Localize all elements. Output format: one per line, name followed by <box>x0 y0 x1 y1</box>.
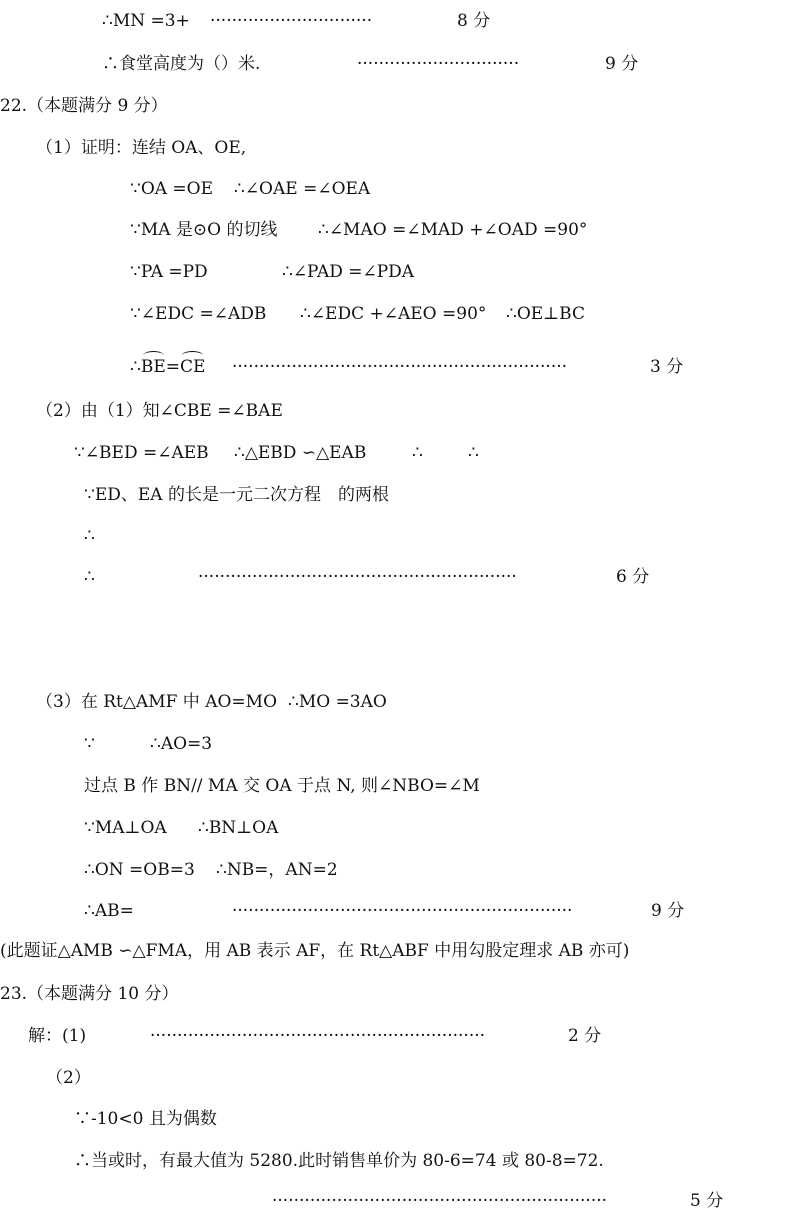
step-angle-mao: ∴∠MAO =∠MAD +∠OAD =90° <box>318 220 588 240</box>
step-ma-perp-oa: ∵MA⊥OA <box>84 818 167 838</box>
score-9: 9 分 <box>651 901 685 921</box>
step-draw-bn: 过点 B 作 BN// MA 交 OA 于点 N, 则∠NBO=∠M <box>84 776 480 796</box>
part-2-heading: （2）由（1）知∠CBE =∠BAE <box>36 401 283 421</box>
score-dots: ······························ <box>357 54 520 74</box>
question-23-heading: 23.（本题满分 10 分） <box>0 984 179 1004</box>
line-canteen-height: ∴食堂高度为（）米. <box>102 54 261 74</box>
score-6: 6 分 <box>616 567 650 587</box>
score-dots: ······························ <box>210 11 373 31</box>
alternative-note: (此题证△AMB ∽△FMA，用 AB 表示 AF，在 Rt△ABF 中用勾股定理求 AB 亦可) <box>0 941 630 961</box>
step-nb-an: ∴NB=，AN=2 <box>216 860 338 880</box>
equals-sign: = <box>165 357 180 377</box>
step-therefore: ∴ <box>84 526 95 546</box>
step-therefore: ∴ <box>412 443 423 463</box>
step-ab: ∴AB= <box>84 901 134 921</box>
step-therefore: ∴ <box>84 567 95 587</box>
score-8: 8 分 <box>457 11 491 31</box>
arc-be: BE <box>140 357 166 377</box>
question-22-heading: 22.（本题满分 9 分） <box>0 96 168 116</box>
score-3: 3 分 <box>650 357 684 377</box>
therefore-symbol: ∴ <box>130 357 141 377</box>
step-angle-oae: ∴∠OAE =∠OEA <box>234 179 371 199</box>
score-dots: ······························································ <box>232 357 568 377</box>
step-max-value: ∴当或时，有最大值为 5280.此时销售单价为 80-6=74 或 80-8=72. <box>74 1151 604 1171</box>
step-arc-equal <box>130 356 205 378</box>
part-1-proof: （1）证明：连结 OA、OE, <box>36 138 247 158</box>
step-tangent: ∵MA 是⊙O 的切线 <box>130 220 278 240</box>
step-oa-oe: ∵OA =OE <box>130 179 214 199</box>
step-perpendicular: ∴OE⊥BC <box>506 304 585 324</box>
step-angle-sum: ∴∠EDC +∠AEO =90° <box>300 304 487 324</box>
part-3-heading: （3）在 Rt△AMF 中 AO=MO <box>36 692 278 712</box>
step-pa-pd: ∵PA =PD <box>130 262 208 282</box>
score-5: 5 分 <box>690 1191 724 1211</box>
step-quadratic-roots: ∵ED、EA 的长是一元二次方程 的两根 <box>84 485 389 505</box>
step-angle-edc: ∵∠EDC =∠ADB <box>130 304 267 324</box>
score-dots: ······························································ <box>272 1191 608 1211</box>
step-mo-3ao: ∴MO =3AO <box>288 692 387 712</box>
solution-part-2: （2） <box>46 1068 91 1088</box>
step-angle-pad: ∴∠PAD =∠PDA <box>282 262 415 282</box>
step-bn-perp-oa: ∴BN⊥OA <box>198 818 279 838</box>
step-because: ∵ <box>84 734 95 754</box>
step-negative-even: ∵-10<0 且为偶数 <box>74 1109 217 1129</box>
score-dots: ······························································· <box>232 901 573 921</box>
score-dots: ······························································ <box>150 1026 486 1046</box>
step-therefore: ∴ <box>468 443 479 463</box>
step-ao-3: ∴AO=3 <box>150 734 213 754</box>
solution-part-1: 解：(1) <box>28 1026 87 1046</box>
step-angle-bed: ∵∠BED =∠AEB <box>74 443 209 463</box>
score-2: 2 分 <box>568 1026 602 1046</box>
score-9: 9 分 <box>605 54 639 74</box>
step-on-ob: ∴ON =OB=3 <box>84 860 195 880</box>
arc-ce: CE <box>179 357 206 377</box>
step-similar-triangles: ∴△EBD ∽△EAB <box>234 443 367 463</box>
score-dots: ··························································· <box>198 567 517 587</box>
line-mn: ∴MN =3+ <box>102 11 190 31</box>
